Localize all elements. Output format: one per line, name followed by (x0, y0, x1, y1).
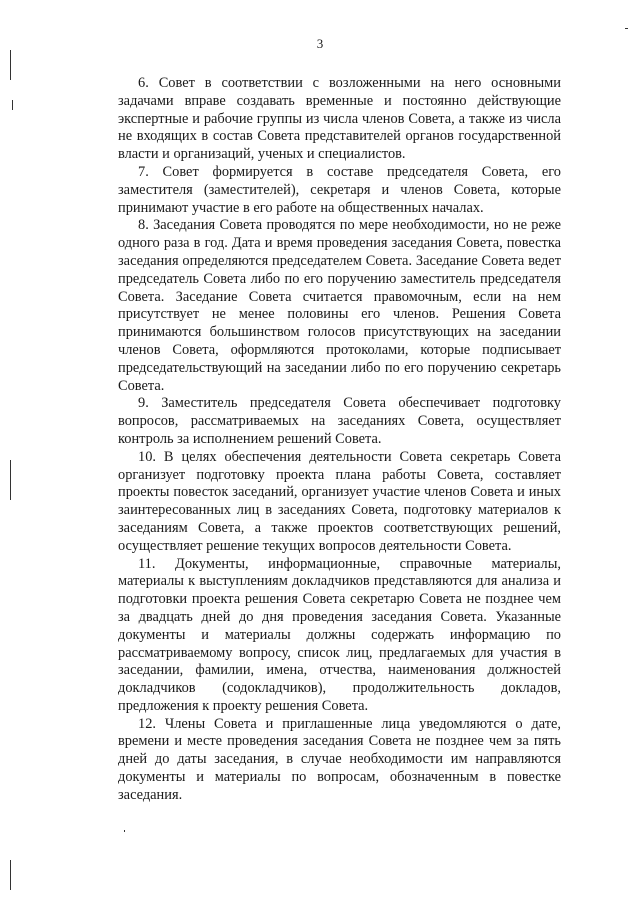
paragraph-7: 7. Совет формируется в составе председателя Совета, его заместителя (заместителей), секретаря и членов Совета, которые принимают участие в его работе на общественных началах. (118, 163, 561, 216)
paragraph-9: 9. Заместитель председателя Совета обеспечивает подготовку вопросов, рассматриваемых на заседаниях Совета, осуществляет контроль за исполнением решений Совета. (118, 395, 561, 447)
document-body (118, 75, 561, 805)
page-number: 3 (316, 36, 324, 51)
paragraph-12: 12. Члены Совета и приглашенные лица уведомляются о дате, времени и месте проведения заседания Совета не позднее чем за пять дней до даты заседания, в случае необходимости им направляются документы и материалы по вопросам, обозначенным в повестке заседания. (118, 715, 561, 803)
scan-artifact (625, 28, 628, 29)
scan-artifact (124, 830, 125, 832)
paragraph-6: 6. Совет в соответствии с возложенными на него основными задачами вправе создавать временные и постоянно действующие экспертные и рабочие группы из числа членов Совета, а также из числа не входящих в состав Совета представителей органов государственной власти и организаций, ученых и специалистов. (118, 75, 561, 163)
scan-artifact (10, 460, 11, 500)
scan-artifact (10, 860, 11, 890)
scan-artifact (10, 50, 11, 80)
paragraph-11: 11. Документы, информационные, справочные материалы, материалы к выступлениям докладчиков представляются для анализа и подготовки проекта решения Совета секретарю Совета не позднее чем за двадцать дней до дня проведения заседания Совета. Указанные документы и материалы должны содержать информацию по рассматриваемому вопросу, список лиц, предлагаемых для участия в заседании, фамилии, имена, отчества, наименования должностей докладчиков (содокладчиков), продолжительность докладов, предложения к проекту решения Совета. (118, 555, 561, 714)
paragraph-10: 10. В целях обеспечения деятельности Совета секретарь Совета организует подготовку проекта плана работы Совета, составляет проекты повесток заседаний, организует участие членов Совета и иных заинтересованных лиц в заседаниях Совета, подготовку материалов к заседаниям Совета, а также проектов соответствующих решений, осуществляет решение текущих вопросов деятельности Совета. (118, 448, 561, 554)
paragraph-8: 8. Заседания Совета проводятся по мере необходимости, но не реже одного раза в год. Дата и время проведения заседания Совета, повестка заседания определяются председателем Совета. Заседание Совета ведет председатель Совета либо по его поручению заместитель председателя Совета. Заседание Совета считается правомочным, если на нем присутствует не менее половины его членов. Решения Совета принимаются большинством голосов присутствующих на заседании членов Совета, оформляются протоколами, которые подписывает председательствующий на заседании либо по его поручению секретарь Совета. (118, 217, 561, 394)
scan-artifact (12, 100, 13, 110)
